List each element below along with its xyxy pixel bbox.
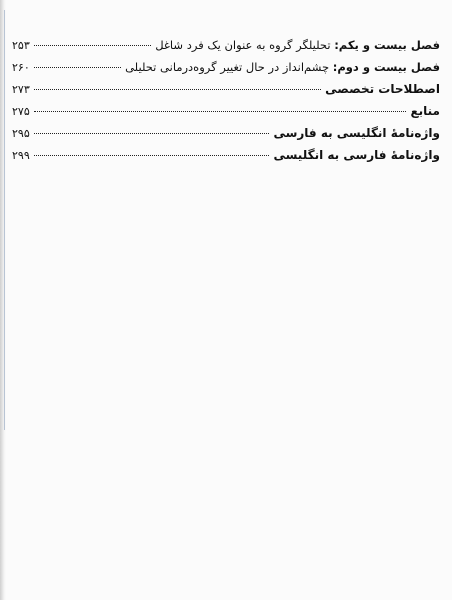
toc-page-number: ۲۵۳ xyxy=(12,39,30,52)
toc-leader-dots xyxy=(34,89,321,90)
toc-entry-chapter-21[interactable] xyxy=(12,34,440,56)
toc-page-number: ۲۹۵ xyxy=(12,127,30,140)
toc-leader-dots xyxy=(34,45,151,46)
toc-entry-title: فصل بیست و یکم: تحلیلگر گروه به عنوان یک فرد شاغل xyxy=(155,38,440,52)
toc-page-number: ۲۶۰ xyxy=(12,61,30,74)
page-margin-rule xyxy=(4,10,5,430)
toc-page-number: ۲۷۵ xyxy=(12,105,30,118)
toc-entry-chapter-22[interactable] xyxy=(12,56,440,78)
toc-entry-title: فصل بیست و دوم: چشم‌انداز در حال تغییر گروه‌درمانی تحلیلی xyxy=(125,60,440,74)
toc-leader-dots xyxy=(34,133,269,134)
toc-entry-title: واژه‌نامهٔ انگلیسی به فارسی xyxy=(273,126,440,140)
toc-entry-english-persian-glossary[interactable] xyxy=(12,122,440,144)
toc-entry-title: واژه‌نامهٔ فارسی به انگلیسی xyxy=(273,148,440,162)
table-of-contents xyxy=(12,34,440,166)
toc-page-number: ۲۹۹ xyxy=(12,149,30,162)
page-edge-shadow xyxy=(0,0,6,600)
toc-entry-title: منابع xyxy=(410,104,440,118)
toc-entry-title: اصطلاحات تخصصی xyxy=(325,82,440,96)
toc-leader-dots xyxy=(34,155,269,156)
toc-entry-references[interactable] xyxy=(12,100,440,122)
toc-page-number: ۲۷۳ xyxy=(12,83,30,96)
toc-leader-dots xyxy=(34,67,121,68)
toc-leader-dots xyxy=(34,111,406,112)
toc-entry-persian-english-glossary[interactable] xyxy=(12,144,440,166)
toc-entry-glossary-terms[interactable] xyxy=(12,78,440,100)
